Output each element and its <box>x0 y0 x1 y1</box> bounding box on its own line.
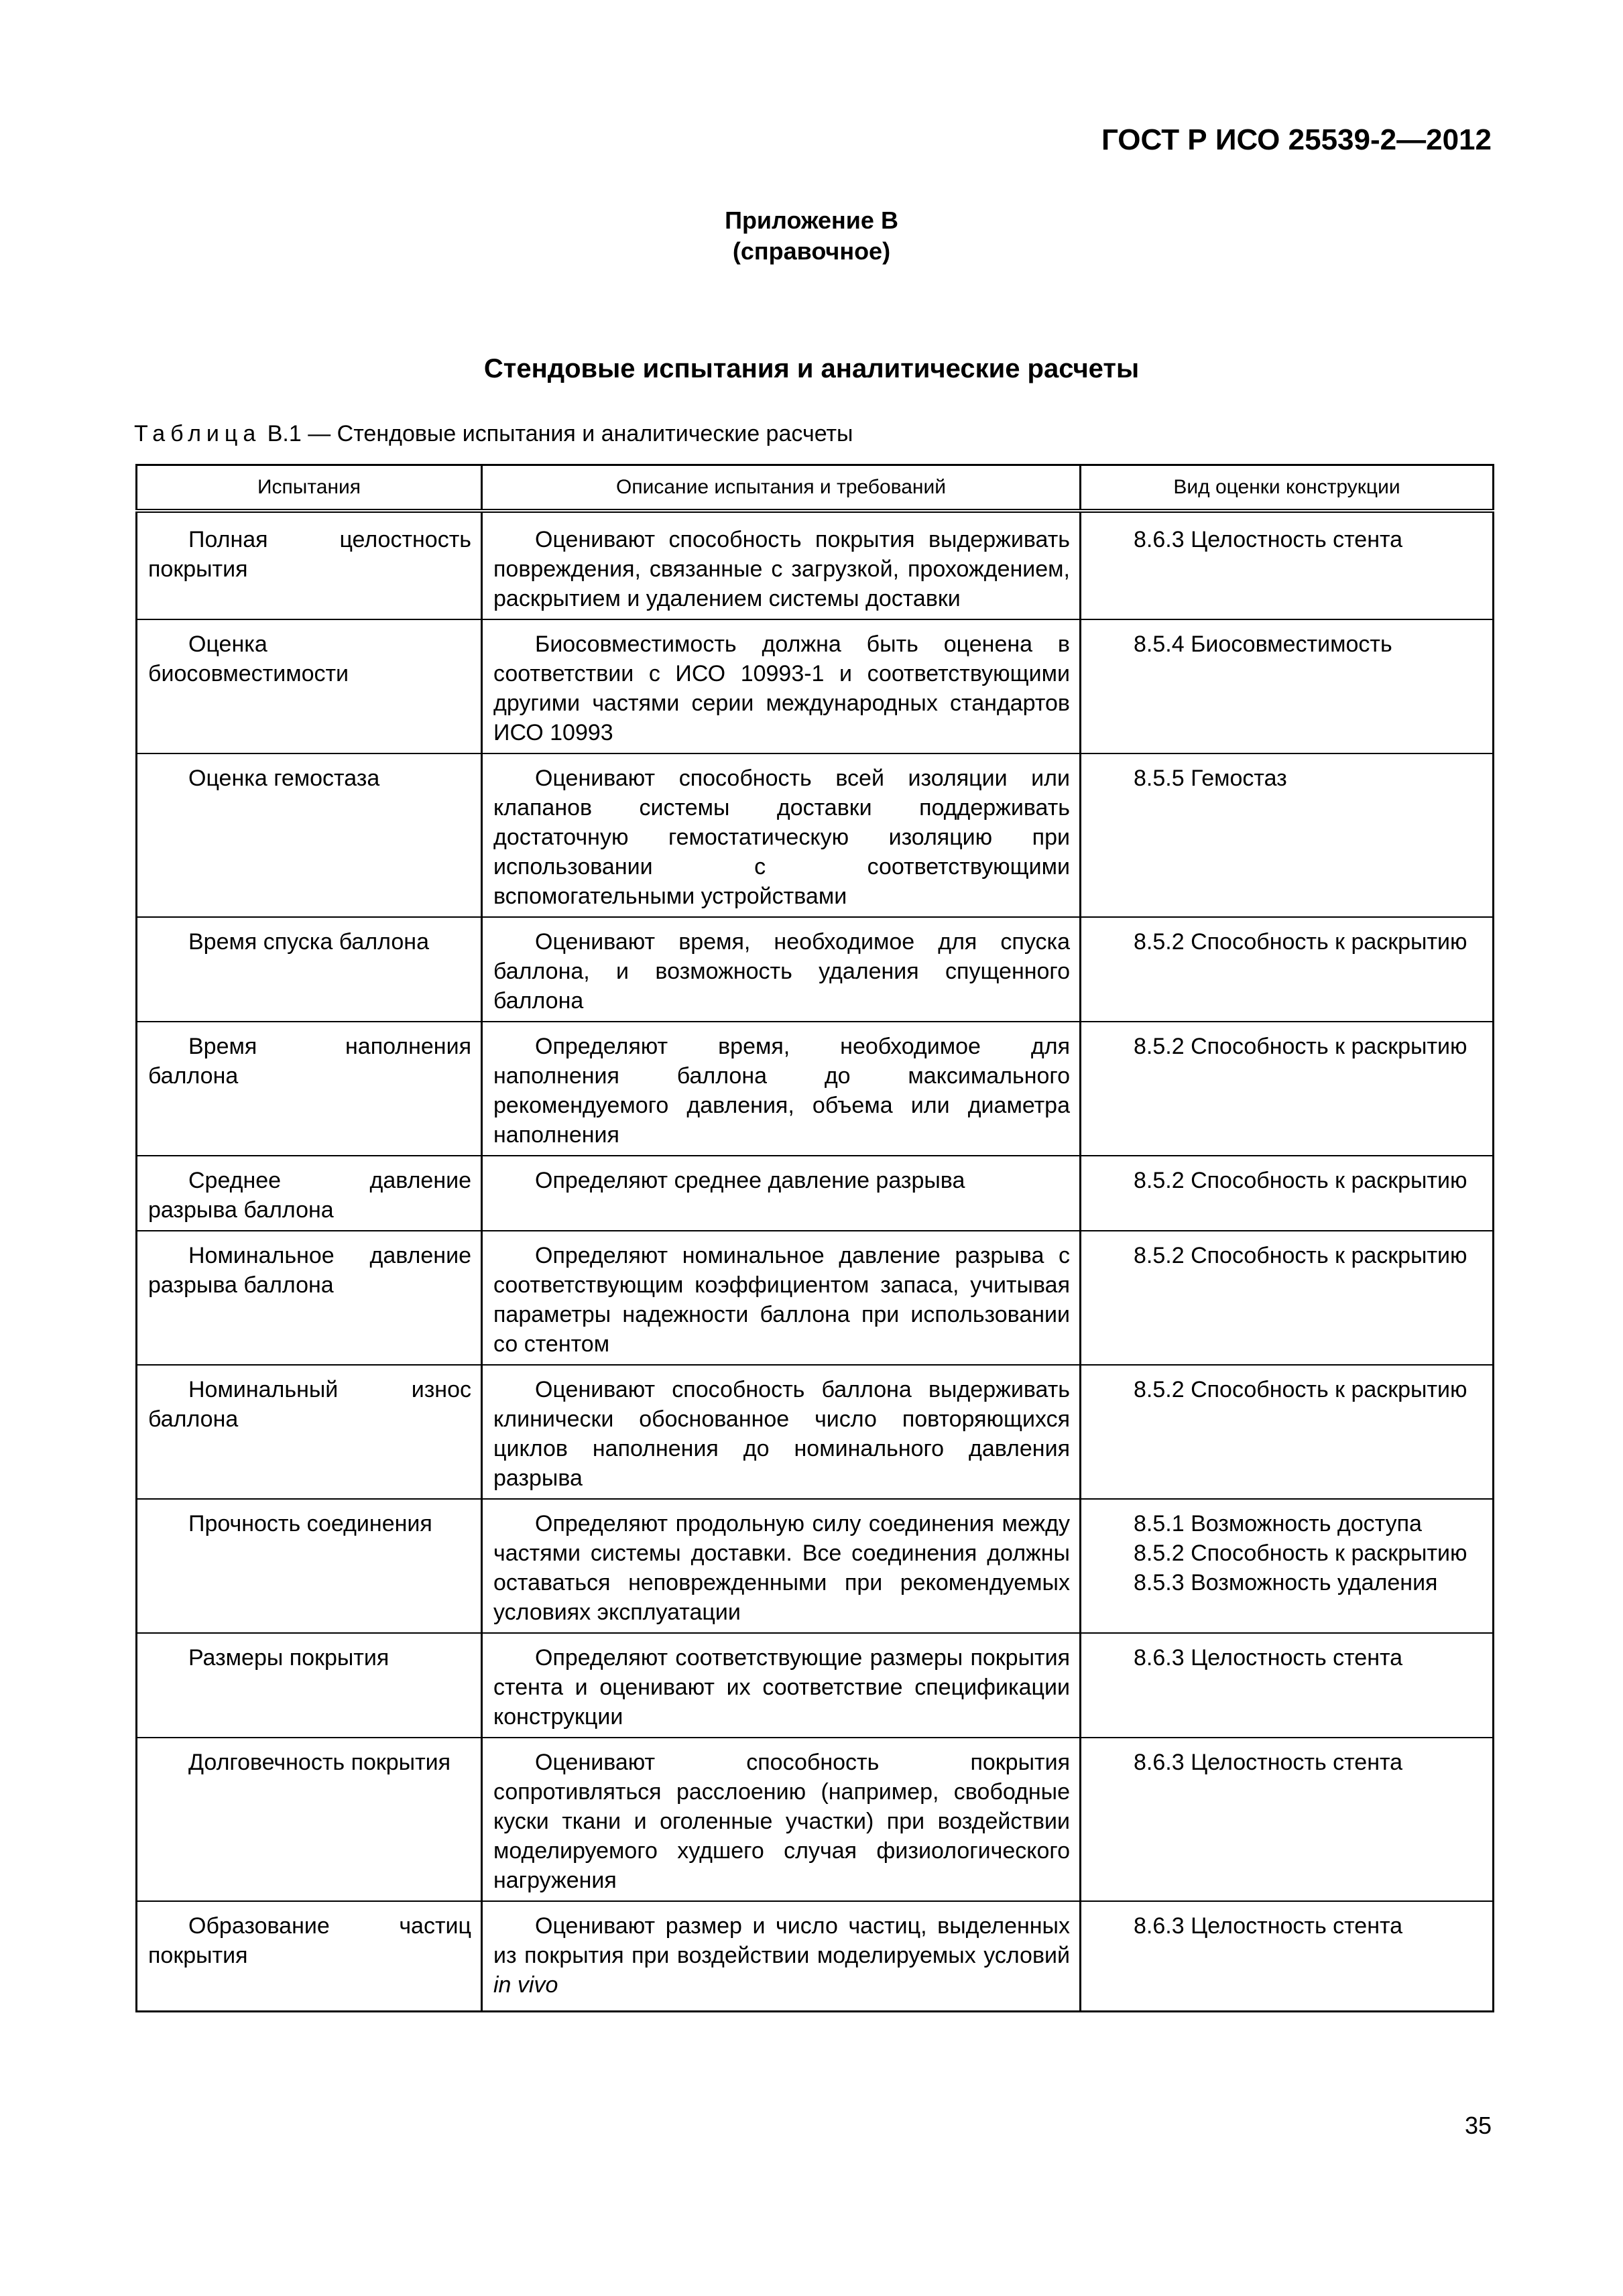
evaluation-item: 8.6.3 Целостность стента <box>1134 1913 1403 1939</box>
cell-test: Полная целостность покрытия <box>137 511 482 619</box>
table-body <box>137 511 1494 2012</box>
description-text: Оценивают время, необходимое для спуска баллона, и возможность удаления спущенного баллона <box>493 929 1070 1014</box>
cell-test: Долговечность покрытия <box>137 1738 482 1901</box>
evaluation-item: 8.5.2 Способность к раскрытию <box>1134 1243 1467 1268</box>
table-row <box>137 1499 1494 1633</box>
table-header-row <box>137 465 1494 511</box>
evaluation-item: 8.5.4 Биосовместимость <box>1134 631 1392 657</box>
cell-evaluation <box>1081 511 1494 619</box>
evaluation-item: 8.5.2 Способность к раскрытию <box>1134 929 1467 955</box>
table-row <box>137 511 1494 619</box>
cell-test: Время наполнения баллона <box>137 1022 482 1156</box>
cell-test: Номинальный износ баллона <box>137 1365 482 1499</box>
cell-test: Время спуска баллона <box>137 917 482 1022</box>
table-row <box>137 1901 1494 2012</box>
table-row <box>137 619 1494 753</box>
description-text: Определяют номинальное давление разрыва с соответствующим коэффициентом запаса, учитывая параметры надежности баллона при использовании со стентом <box>493 1243 1070 1357</box>
cell-evaluation <box>1081 1633 1494 1738</box>
cell-evaluation <box>1081 1365 1494 1499</box>
cell-evaluation <box>1081 1499 1494 1633</box>
evaluation-item: 8.5.2 Способность к раскрытию <box>1134 1168 1467 1193</box>
column-header-description: Описание испытания и требований <box>482 465 1081 511</box>
cell-test: Оценка гемостаза <box>137 753 482 917</box>
annex-title: Приложение В <box>725 206 898 234</box>
table-row <box>137 1156 1494 1231</box>
section-title: Стендовые испытания и аналитические расчеты <box>483 354 1140 383</box>
cell-description <box>482 753 1081 917</box>
table-row <box>137 1365 1494 1499</box>
table-row <box>137 753 1494 917</box>
cell-description <box>482 917 1081 1022</box>
description-text: Оценивают способность всей изоляции или клапанов системы доставки поддерживать достаточную гемостатическую изоляцию при использовании с соответствующими вспомогательными устройствами <box>493 766 1070 909</box>
evaluation-item: 8.6.3 Целостность стента <box>1134 527 1403 552</box>
page-number: 35 <box>1464 2112 1492 2139</box>
description-text: Определяют время, необходимое для наполнения баллона до максимального рекомендуемого давления, объема или диаметра наполнения <box>493 1034 1070 1148</box>
cell-evaluation <box>1081 1022 1494 1156</box>
table-caption <box>134 421 853 447</box>
table-row <box>137 1231 1494 1365</box>
cell-description <box>482 511 1081 619</box>
cell-description <box>482 1499 1081 1633</box>
cell-evaluation <box>1081 1156 1494 1231</box>
cell-evaluation <box>1081 1738 1494 1901</box>
cell-evaluation <box>1081 1901 1494 2012</box>
description-text: Биосовместимость должна быть оценена в соответствии с ИСО 10993-1 и соответствующими другими частями серии международных стандартов ИСО 10993 <box>493 631 1070 745</box>
annex-status: (справочное) <box>732 237 891 265</box>
cell-test: Прочность соединения <box>137 1499 482 1633</box>
table-row <box>137 1738 1494 1901</box>
annex-heading <box>0 205 1623 267</box>
table-row <box>137 917 1494 1022</box>
cell-evaluation <box>1081 917 1494 1022</box>
description-text: Оценивают способность баллона выдерживать клинически обоснованное число повторяющихся циклов наполнения до номинального давления разрыва <box>493 1377 1070 1491</box>
description-text: Определяют среднее давление разрыва <box>535 1168 965 1193</box>
cell-evaluation <box>1081 753 1494 917</box>
cell-evaluation <box>1081 619 1494 753</box>
cell-test: Образование частиц покрытия <box>137 1901 482 2012</box>
cell-description <box>482 1738 1081 1901</box>
table-caption-text: В.1 — Стендовые испытания и аналитические расчеты <box>261 421 853 446</box>
column-header-tests: Испытания <box>137 465 482 511</box>
description-text: Определяют продольную силу соединения между частями системы доставки. Все соединения должны оставаться неповрежденными при рекомендуемых условиях эксплуатации <box>493 1511 1070 1625</box>
cell-description <box>482 1633 1081 1738</box>
evaluation-item: 8.5.5 Гемостаз <box>1134 766 1287 791</box>
description-text: Оценивают способность покрытия выдерживать повреждения, связанные с загрузкой, прохождением, раскрытием и удалением системы доставки <box>493 527 1070 611</box>
cell-description <box>482 1365 1081 1499</box>
evaluation-item: 8.5.2 Способность к раскрытию <box>1134 1034 1467 1059</box>
cell-description <box>482 1156 1081 1231</box>
evaluation-item: 8.6.3 Целостность стента <box>1134 1645 1403 1671</box>
evaluation-item: 8.6.3 Целостность стента <box>1134 1750 1403 1775</box>
cell-test: Размеры покрытия <box>137 1633 482 1738</box>
description-italic-text: in vivo <box>493 1972 558 1998</box>
document-code: ГОСТ Р ИСО 25539-2—2012 <box>1101 123 1492 156</box>
column-header-evaluation: Вид оценки конструкции <box>1081 465 1494 511</box>
evaluation-item: 8.5.2 Способность к раскрытию <box>1134 1540 1467 1566</box>
tests-table <box>135 464 1494 2012</box>
cell-test: Оценка биосовместимости <box>137 619 482 753</box>
table-row <box>137 1022 1494 1156</box>
cell-description <box>482 1901 1081 2012</box>
cell-description <box>482 1022 1081 1156</box>
table-caption-label: Таблица <box>134 421 261 446</box>
cell-evaluation <box>1081 1231 1494 1365</box>
description-text: Определяют соответствующие размеры покрытия стента и оценивают их соответствие спецификации конструкции <box>493 1645 1070 1730</box>
cell-test: Номинальное давление разрыва баллона <box>137 1231 482 1365</box>
evaluation-item: 8.5.1 Возможность доступа <box>1134 1511 1422 1536</box>
cell-description <box>482 619 1081 753</box>
table-row <box>137 1633 1494 1738</box>
description-text: Оценивают размер и число частиц, выделенных из покрытия при воздействии моделируемых условий <box>493 1913 1070 1968</box>
description-text: Оценивают способность покрытия сопротивляться расслоению (например, свободные куски ткани и оголенные участки) при воздействии моделируемого худшего случая физиологического нагружения <box>493 1750 1070 1893</box>
cell-test: Среднее давление разрыва баллона <box>137 1156 482 1231</box>
cell-description <box>482 1231 1081 1365</box>
evaluation-item: 8.5.2 Способность к раскрытию <box>1134 1377 1467 1402</box>
evaluation-item: 8.5.3 Возможность удаления <box>1134 1570 1438 1595</box>
